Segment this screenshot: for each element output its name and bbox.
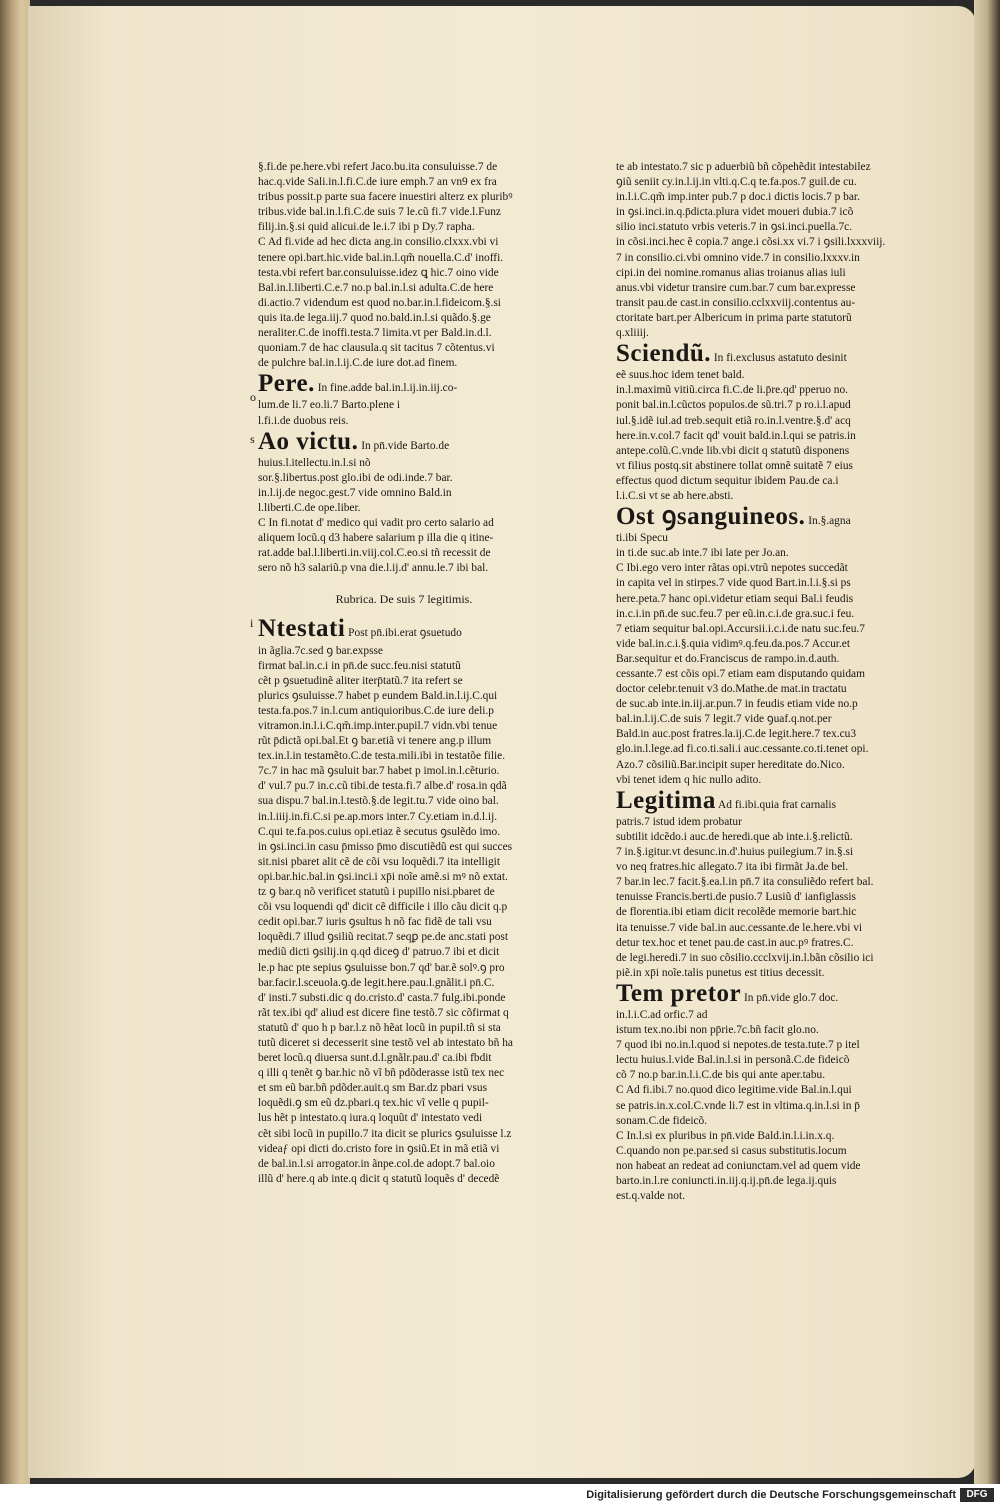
text-line: bal.in.l.ij.C.de suis 7 legit.7 vide ꝯuaf.q.not.per <box>616 713 832 726</box>
text-line: cẽt p ꝯsuetudinẽ aliter iterp̄tatũ.7 ita refert se <box>258 674 463 687</box>
text-line: cõi vsu loquendi qd' dicit cẽ difficile i illo cãu dicit q.p <box>258 901 508 914</box>
text-line: testa.fa.pos.7 in.l.cum antiquioribus.C.de iure deli.p <box>258 704 494 717</box>
text-line: quoniam.7 de hac clausula.q sit tacitus 7 cõtentus.vi <box>258 342 495 355</box>
text-line: 7 in.§.igitur.vt desunc.in.d'.huius puilegium.7 in.§.si <box>616 846 854 859</box>
left-text-column <box>258 160 550 1187</box>
text-line: vitramon.in.l.i.C.qm̃.imp.inter.pupil.7 vidn.vbi tenue <box>258 720 498 732</box>
text-line: in ꝯsi.inci.in casu p̄misso p̄mo discutiẽdũ est qui succes <box>258 840 513 853</box>
text-line: de bal.in.l.si arrogator.in ãnpe.col.de adopt.7 bal.oio <box>258 1157 495 1170</box>
text-line: de florentia.ibi etiam dicit recolẽde memorie bart.hic <box>616 906 857 919</box>
text-line: vide bal.in.c.i.§.quia vidimꝰ.q.feu.da.pos.7 Accur.et <box>616 637 851 650</box>
rubrica-heading: Rubrica. De suis 7 legitimis. <box>335 592 473 607</box>
text-line: transit pau.de cast.in consilio.cclxxviij.contentus au- <box>616 296 856 309</box>
text-line: barto.in.l.re coniuncti.in.iij.q.ij.pn̄.de lega.ij.quis <box>616 1175 837 1187</box>
text-line: tenuisse Francis.berti.de pusio.7 Lusiũ d' ianfiglassis <box>616 891 856 904</box>
text-line: q.xliiij. <box>616 327 649 340</box>
text-line: lus hẽt p intestato.q iura.q loquũt d' intestato vedi <box>258 1112 483 1125</box>
text-line: in.l.i.C.ad orfic.7 ad <box>616 1008 708 1021</box>
initial-consanguineos: Ost ꝯsanguineos. <box>616 503 806 531</box>
text-line: opi.bar.hic.bal.in ꝯsi.inci.i xp̄i noĩe amẽ.si mꝰ nõ extat. <box>258 870 508 883</box>
text-line: tutũ diceret si decesserit sine testõ vel ab intestato bñ ha <box>258 1036 513 1049</box>
initial-sciendu: Sciendũ. <box>616 340 712 368</box>
text-line: subtilit idcẽdo.i auc.de heredi.que ab inte.i.§.relictũ. <box>616 830 853 843</box>
margin-mark-o: o <box>250 390 256 404</box>
text-line: ꝯiũ seniit cy.in.l.ij.in vlti.q.C.q te.fa.pos.7 guil.de cu. <box>616 176 857 189</box>
text-line: ita tenuisse.7 vide bal.in auc.cessante.de le.here.vbi vi <box>616 921 863 934</box>
text-line: in ti.de suc.ab inte.7 ibi late per Jo.an. <box>616 547 789 560</box>
text-line: C Ad fi.vide ad hec dicta ang.in consilio.clxxx.vbi vi <box>258 236 499 249</box>
text-line: di.actio.7 videndum est quod no.bar.in.l.fideicom.§.si <box>258 296 501 309</box>
text-line: se patris.in.x.col.C.vnde li.7 est in vltima.q.in.l.si in p̄ <box>616 1099 860 1112</box>
heading-consanguineos <box>616 503 942 531</box>
text-line: de suc.ab inte.in.iij.ar.pun.7 in feudis etiam vide no.p <box>616 698 858 711</box>
text-line: d' insti.7 substi.dic q do.cristo.d' casta.7 fulg.ibi.ponde <box>258 991 506 1004</box>
text-line: te ab intestato.7 sic p aduerbiũ bñ cõpehẽdit intestabilez <box>616 161 871 173</box>
text-line: videaƒ opi dicti do.cristo fore in ꝯsiũ.Et in mã etiã vi <box>258 1142 500 1155</box>
text-line: quis ita.de lega.iij.7 quod no.bald.in.l.si quãdo.§.ge <box>258 311 491 324</box>
text-line: silio inci.statuto vrbis veteris.7 in ꝯsi.inci.puella.7c. <box>616 221 853 234</box>
text-line: anus.vbi videtur transire cum.bar.7 cum bar.expresse <box>616 281 856 294</box>
text-line: cẽt sibi locũ in pupillo.7 ita dicit se plurics ꝯsuluisse l.z <box>258 1127 512 1140</box>
pere-rest: In fine.adde bal.in.l.ij.in.iij.co- <box>317 382 458 395</box>
text-line: sit.nisi pbaret alit cẽ de cõi vsu loquẽdi.7 ita intelligit <box>258 855 501 868</box>
initial-ntestati: Ntestati <box>258 615 346 643</box>
text-line: in cõsi.inci.hec ẽ copia.7 ange.i cõsi.xx vi.7 i ꝯsili.lxxxviij. <box>616 236 886 249</box>
heading-sciendu <box>616 340 942 368</box>
text-line: tex.in.l.in testamẽto.C.de testa.mili.ibi in testatõe filie. <box>258 750 506 763</box>
text-line: 7c.7 in hac mã ꝯsuluit bar.7 habet p imol.in.l.cẽturio. <box>258 765 500 778</box>
text-line: sero nõ h3 salariũ.p vna die.l.ij.d' annu.le.7 ibi bal. <box>258 562 489 575</box>
text-line: in capita vel in stirpes.7 vide quod Bart.in.l.i.§.si ps <box>616 577 851 590</box>
heading-pere <box>258 370 550 398</box>
text-line: C Ibi.ego vero inter rãtas opi.vtrũ nepotes succedãt <box>616 562 848 575</box>
right-block-consanguineos <box>616 531 942 788</box>
heading-tempretor <box>616 979 942 1007</box>
footer-bar <box>0 1484 1000 1506</box>
text-line: l.fi.i.de duobus reis. <box>258 414 349 427</box>
sciendu-rest: In fi.exclusus astatuto desinit <box>713 352 847 365</box>
text-line: huius.l.itellectu.in.l.si nõ <box>258 456 371 469</box>
text-line: vo neq fratres.hic allegato.7 ita ibi firmãt Ja.de bel. <box>616 861 849 874</box>
text-line: Bald.in auc.post fratres.la.ij.C.de legit.here.7 tex.cu3 <box>616 728 857 741</box>
text-line: q illi q tenẽt ꝯ bar.hic nõ vĩ bñ pdõderasse istũ tex nec <box>258 1067 505 1080</box>
text-line: plurics ꝯsuluisse.7 habet p eundem Bald.in.l.ij.C.qui <box>258 689 498 702</box>
text-line: here.in.v.col.7 facit qd' vouit bald.in.l.qui se patris.in <box>616 429 856 442</box>
heading-victu <box>258 427 550 455</box>
initial-tempretor: Tem pretor <box>616 979 742 1007</box>
text-line: Azo.7 cõsiliũ.Bar.incipit super hereditate do.Nico. <box>616 758 845 771</box>
text-line: antepe.colũ.C.vnde lib.vbi dicit q statutũ disponens <box>616 444 850 457</box>
dfg-logo: DFG <box>960 1488 994 1502</box>
text-line: C In fi.notat d' medico qui vadit pro certo salario ad <box>258 517 494 530</box>
text-line: §.fi.de pe.here.vbi refert Jaco.bu.ita consuluisse.7 de <box>258 161 498 173</box>
text-line: in ãglia.7c.sed ꝯ bar.expsse <box>258 644 383 657</box>
left-block-pere <box>258 398 550 428</box>
text-line: cipi.in dei nomine.romanus alias troianus alias iuli <box>616 266 846 279</box>
text-line: le.p hac pte sepius ꝯsuluisse bon.7 qd' bar.ẽ solꝰ.ꝯ pro <box>258 961 505 974</box>
text-line: C Ad fi.ibi.7 no.quod dico legitime.vide Bal.in.l.qui <box>616 1084 852 1097</box>
text-line: detur tex.hoc et tenet pau.de cast.in auc.pꝰ fratres.C. <box>616 936 854 949</box>
text-line: ctoritate bart.per Albericum in prima parte statutorũ <box>616 311 852 324</box>
text-line: testa.vbi refert bar.consuluisse.idez ꝗ hic.7 oino vide <box>258 266 499 279</box>
ntestati-rest: Post pn̄.ibi.erat ꝯsuetudo <box>348 627 462 640</box>
heading-ntestati <box>258 615 550 643</box>
text-line: C.qui te.fa.pos.cuius opi.etiaz ẽ secutus ꝯsulẽdo imo. <box>258 825 501 838</box>
footer-credit: Digitalisierung gefördert durch die Deutsche Forschungsgemeinschaft <box>586 1489 956 1501</box>
text-line: tribus possit.p parte sua facere inuestiri alterz ex pluribꝰ <box>258 191 513 204</box>
text-line: l.i.C.si vt se ab here.absti. <box>616 489 734 502</box>
text-line: rãt tex.ibi qd' aliud est dicere fine testõ.7 sic cõfirmat q <box>258 1006 509 1019</box>
left-block-victu <box>258 456 550 577</box>
text-line: in.l.i.C.qm̃ imp.inter pub.7 p doc.i dictis locis.7 p bar. <box>616 191 860 204</box>
text-line: loquẽdi.ꝯ sm eũ dz.pbari.q tex.hic vĩ velle q pupil- <box>258 1097 489 1110</box>
tempretor-rest: In pn̄.vide glo.7 doc. <box>743 991 839 1004</box>
legitima-rest: Ad fi.ibi.quia frat carnalis <box>718 798 837 811</box>
text-line: Bal.in.l.liberti.C.e.7 no.p bal.in.l.si adulta.C.de here <box>258 281 494 294</box>
text-line: lectu huius.l.vide Bal.in.l.si in personã.C.de fideicõ <box>616 1054 850 1067</box>
initial-victu: Ao victu. <box>258 427 359 455</box>
text-line: hac.q.vide Sali.in.l.fi.C.de iure emph.7 an vn9 ex fra <box>258 176 497 189</box>
text-line: patris.7 istud idem probatur <box>616 815 742 828</box>
text-line: est.q.valde not. <box>616 1190 685 1203</box>
consang-rest: In.§.agna <box>808 515 851 528</box>
text-line: neraliter.C.de inoffi.testa.7 limita.vt per Bald.in.d.l. <box>258 327 492 340</box>
initial-pere: Pere. <box>258 370 315 398</box>
margin-mark-i: i <box>250 616 254 630</box>
text-line: in ꝯsi.inci.in.q.p̄dicta.plura videt moueri dubia.7 icõ <box>616 206 854 219</box>
text-line: 7 in consilio.ci.vbi omnino vide.7 in consilio.lxxxv.in <box>616 251 860 264</box>
right-text-column <box>616 160 942 1204</box>
text-line: istum tex.no.ibi non pp̄rie.7c.bñ facit glo.no. <box>616 1024 819 1037</box>
text-line: cõ 7 no.p bar.in.l.i.C.de bis qui ante aper.tabu. <box>616 1069 826 1082</box>
right-block-legitima <box>616 815 942 981</box>
text-line: sua dispu.7 bal.in.l.testõ.§.de legit.tu.7 vide oino bal. <box>258 795 499 808</box>
text-line: ti.ibi Specu <box>616 532 668 545</box>
text-line: l.liberti.C.de ope.liber. <box>258 501 361 514</box>
text-line: et sm eũ bar.bñ pdõder.auit.q sm Bar.dz pbari vsus <box>258 1082 488 1095</box>
text-line: effectus quod dictum sequitur ibidem Pau.de ca.i <box>616 474 839 487</box>
text-line: bar.facir.l.sceuola.ꝯ.de legit.here.pau.l.gnãlit.i pn̄.C. <box>258 976 495 989</box>
right-block-sciendu <box>616 368 942 504</box>
text-line: rũt p̄dictã opi.bal.Et ꝯ bar.etiã vi tenere ang.p illum <box>258 735 492 748</box>
victu-rest: In pn̄.vide Barto.de <box>361 439 450 452</box>
text-line: ponit bal.in.l.cũctos populos.de sũ.tri.7 p ro.i.l.apud <box>616 399 851 412</box>
text-line: tz ꝯ bar.q nõ verificet statutũ i pupillo nisi.pbaret de <box>258 886 495 899</box>
text-line: loquẽdi.7 illud ꝯsiliũ recitat.7 seqꝑ pe.de anc.stati post <box>258 931 508 944</box>
text-line: non habeat an redeat ad coniunctam.vel ad quem vide <box>616 1159 861 1172</box>
text-line: 7 quod ibi no.in.l.quod si nepotes.de testa.tute.7 p itel <box>616 1039 860 1052</box>
text-line: in.c.i.in pn̄.de suc.feu.7 per eũ.in.c.i.de gra.suc.i feu. <box>616 607 855 620</box>
text-line: C.quando non pe.par.sed si casus substitutis.locum <box>616 1144 847 1157</box>
text-line: d' vul.7 pu.7 in.c.cũ tibi.de testa.fi.7 albe.d' rosa.in qdã <box>258 780 507 793</box>
text-line: 7 bar.in lec.7 facit.§.ea.l.in pn̄.7 ita consuliẽdo refert bal. <box>616 876 874 889</box>
text-line: doctor celebr.tenuit v3 do.Mathe.de mat.in tractatu <box>616 683 847 696</box>
right-block-tempretor <box>616 1008 942 1204</box>
text-line: Bar.sequitur et do.Franciscus de rampo.in.d.auth. <box>616 652 840 665</box>
heading-legitima <box>616 786 942 814</box>
text-line: in.l.ij.de negoc.gest.7 vide omnino Bald.in <box>258 486 452 499</box>
text-line: eẽ suus.hoc idem tenet bald. <box>616 369 745 382</box>
text-line: vt filius postq.sit abstinere tollat omnẽ suitatẽ 7 eius <box>616 459 853 472</box>
text-line: firmat bal.in.c.i in pn̄.de succ.feu.nisi statutũ <box>258 659 461 672</box>
left-block-intro <box>258 160 550 371</box>
text-line: lum.de li.7 eo.li.7 Barto.plene i <box>258 399 401 412</box>
text-line: sor.§.libertus.post glo.ibi de odi.inde.7 bar. <box>258 471 453 484</box>
text-line: statutũ d' quo h p bar.l.z nõ hẽat locũ in pupil.tñ si sta <box>258 1021 501 1034</box>
text-line: de legi.heredi.7 in suo cõsilio.ccclxvij.in.l.bãn cõsilio ici <box>616 951 874 964</box>
text-line: tribus.vide bal.in.l.fi.C.de suis 7 le.cũ fi.7 vide.l.Funz <box>258 206 501 219</box>
text-line: here.peta.7 hanc opi.videtur etiam sequi Bal.i feudis <box>616 592 854 605</box>
margin-mark-s: s <box>250 432 255 446</box>
book-edge-right <box>974 0 1000 1484</box>
book-edge-left <box>0 0 30 1484</box>
text-line: mediũ dicti ꝯsilij.in q.qd diceꝯ d' patruo.7 ibi et dicit <box>258 946 500 959</box>
text-line: C In.l.si ex pluribus in pn̄.vide Bald.in.l.i.in.x.q. <box>616 1129 835 1142</box>
initial-legitima: Legitima <box>616 786 716 814</box>
text-line: 7 etiam sequitur bal.opi.Accursii.i.c.i.de natu suc.feu.7 <box>616 622 865 635</box>
left-block-ntestati <box>258 644 550 1187</box>
text-line: in.l.iiij.in.fi.C.si pe.ap.mors inter.7 Cy.etiam in.d.l.ij. <box>258 810 498 823</box>
right-block-intro <box>616 160 942 341</box>
text-line: glo.in.l.lege.ad fi.co.ti.sali.i auc.cessante.co.ti.tenet opi. <box>616 743 869 756</box>
text-line: vbi tenet idem q hic nullo adito. <box>616 773 762 786</box>
text-line: sonam.C.de fideicõ. <box>616 1114 708 1127</box>
text-line: illũ d' here.q ab inte.q dicit q statutũ loquẽs d' decedẽ <box>258 1172 500 1185</box>
text-line: iul.§.idẽ iul.ad treb.sequit etiã ro.in.l.ventre.§.d' acq <box>616 414 851 427</box>
text-line: aliquem locũ.q d3 habere salarium p illa die q itine- <box>258 532 494 545</box>
text-line: filij.in.§.si quid alicui.de le.i.7 ibi p Dy.7 rapha. <box>258 221 475 234</box>
text-line: beret locũ.q diuersa sunt.d.l.gnãlr.pau.d' ca.ibi fbdit <box>258 1052 492 1065</box>
text-line: cessante.7 est cõis opi.7 etiam eam disputando quidam <box>616 668 865 680</box>
text-line: piẽ.in xp̄i noĩe.talis punetus est titius decessit. <box>616 966 825 979</box>
text-line: in.l.maximũ vitiũ.circa fi.C.de li.p̄re.qd' pperuo no. <box>616 384 849 397</box>
text-line: tenere opi.bart.hic.vide bal.in.l.qm̃ nouella.C.d' inoffi. <box>258 251 504 264</box>
text-line: cedit opi.bar.7 iuris ꝯsultus h nõ fac fidẽ de tali vsu <box>258 916 492 929</box>
text-line: rat.adde bal.l.liberti.in.viij.col.C.eo.si tñ recessit de <box>258 547 491 560</box>
text-line: de pulchre bal.in.l.ij.C.de iure dot.ad finem. <box>258 357 458 370</box>
